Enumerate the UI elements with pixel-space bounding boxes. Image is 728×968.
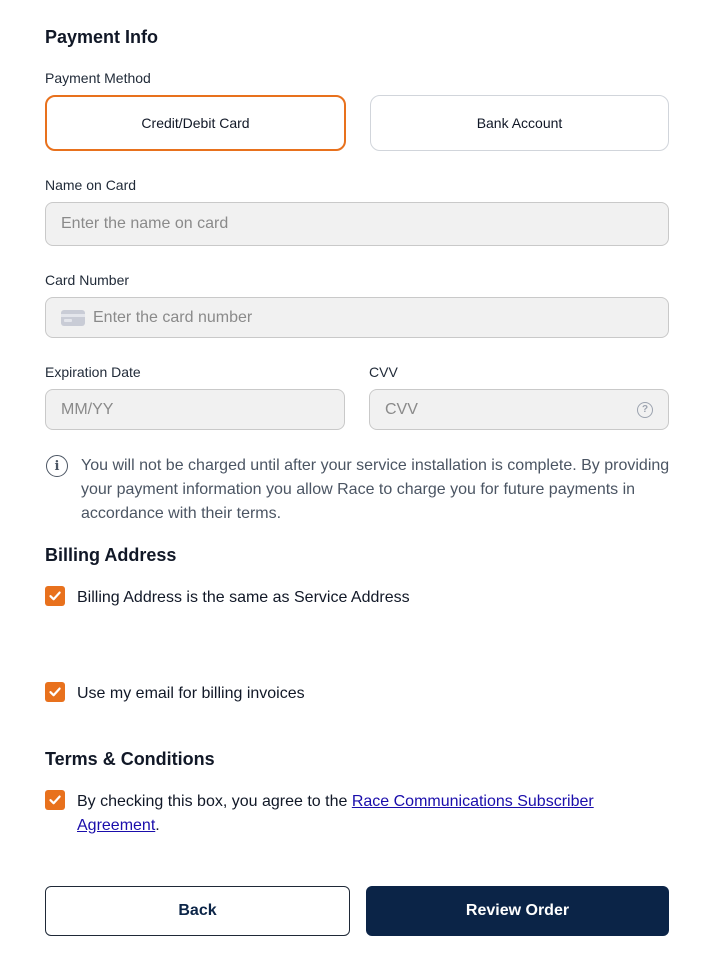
name-on-card-field[interactable] bbox=[45, 202, 669, 246]
email-invoices-checkbox[interactable] bbox=[45, 682, 65, 702]
info-icon-wrap bbox=[46, 455, 68, 477]
help-icon[interactable]: ? bbox=[637, 402, 653, 418]
terms-agreement-text bbox=[77, 790, 657, 838]
expiration-date-label: Expiration Date bbox=[45, 364, 141, 380]
name-on-card-label: Name on Card bbox=[45, 177, 137, 193]
back-button[interactable]: Back bbox=[45, 886, 350, 936]
info-icon: i bbox=[46, 455, 68, 477]
checkmark-icon bbox=[48, 793, 62, 807]
credit-card-icon bbox=[61, 310, 85, 326]
review-order-button[interactable]: Review Order bbox=[366, 886, 669, 936]
cvv-field[interactable] bbox=[369, 389, 669, 430]
cvv-input[interactable] bbox=[385, 401, 637, 419]
terms-title: Terms & Conditions bbox=[45, 749, 215, 769]
expiration-date-input[interactable] bbox=[61, 401, 329, 419]
email-invoices-label: Use my email for billing invoices bbox=[77, 685, 305, 702]
cvv-label: CVV bbox=[369, 364, 398, 380]
terms-prefix: By checking this box, you agree to the bbox=[77, 793, 352, 810]
payment-notice: You will not be charged until after your service installation is complete. By providing your payment information you allow Race to charge you for future payments in accordance with their terms. bbox=[81, 457, 670, 522]
terms-suffix: . bbox=[155, 817, 160, 834]
checkmark-icon bbox=[48, 685, 62, 699]
payment-method-label: Payment Method bbox=[45, 70, 151, 86]
credit-debit-card-label: Credit/Debit Card bbox=[141, 115, 250, 131]
card-number-input[interactable] bbox=[93, 309, 653, 327]
bank-account-button[interactable] bbox=[370, 95, 669, 151]
card-number-field[interactable] bbox=[45, 297, 669, 338]
subscriber-agreement-link[interactable]: Race Communications Subscriber Agreement bbox=[77, 793, 594, 834]
payment-info-title: Payment Info bbox=[45, 27, 159, 47]
billing-same-label: Billing Address is the same as Service Address bbox=[77, 589, 410, 606]
expiration-date-field[interactable] bbox=[45, 389, 345, 430]
name-on-card-input[interactable] bbox=[61, 215, 653, 233]
billing-address-title: Billing Address bbox=[45, 545, 177, 565]
bank-account-label: Bank Account bbox=[476, 115, 563, 131]
billing-same-checkbox[interactable] bbox=[45, 586, 65, 606]
credit-debit-card-button[interactable] bbox=[45, 95, 346, 151]
checkmark-icon bbox=[48, 589, 62, 603]
card-number-label: Card Number bbox=[45, 272, 130, 288]
terms-checkbox[interactable] bbox=[45, 790, 65, 810]
